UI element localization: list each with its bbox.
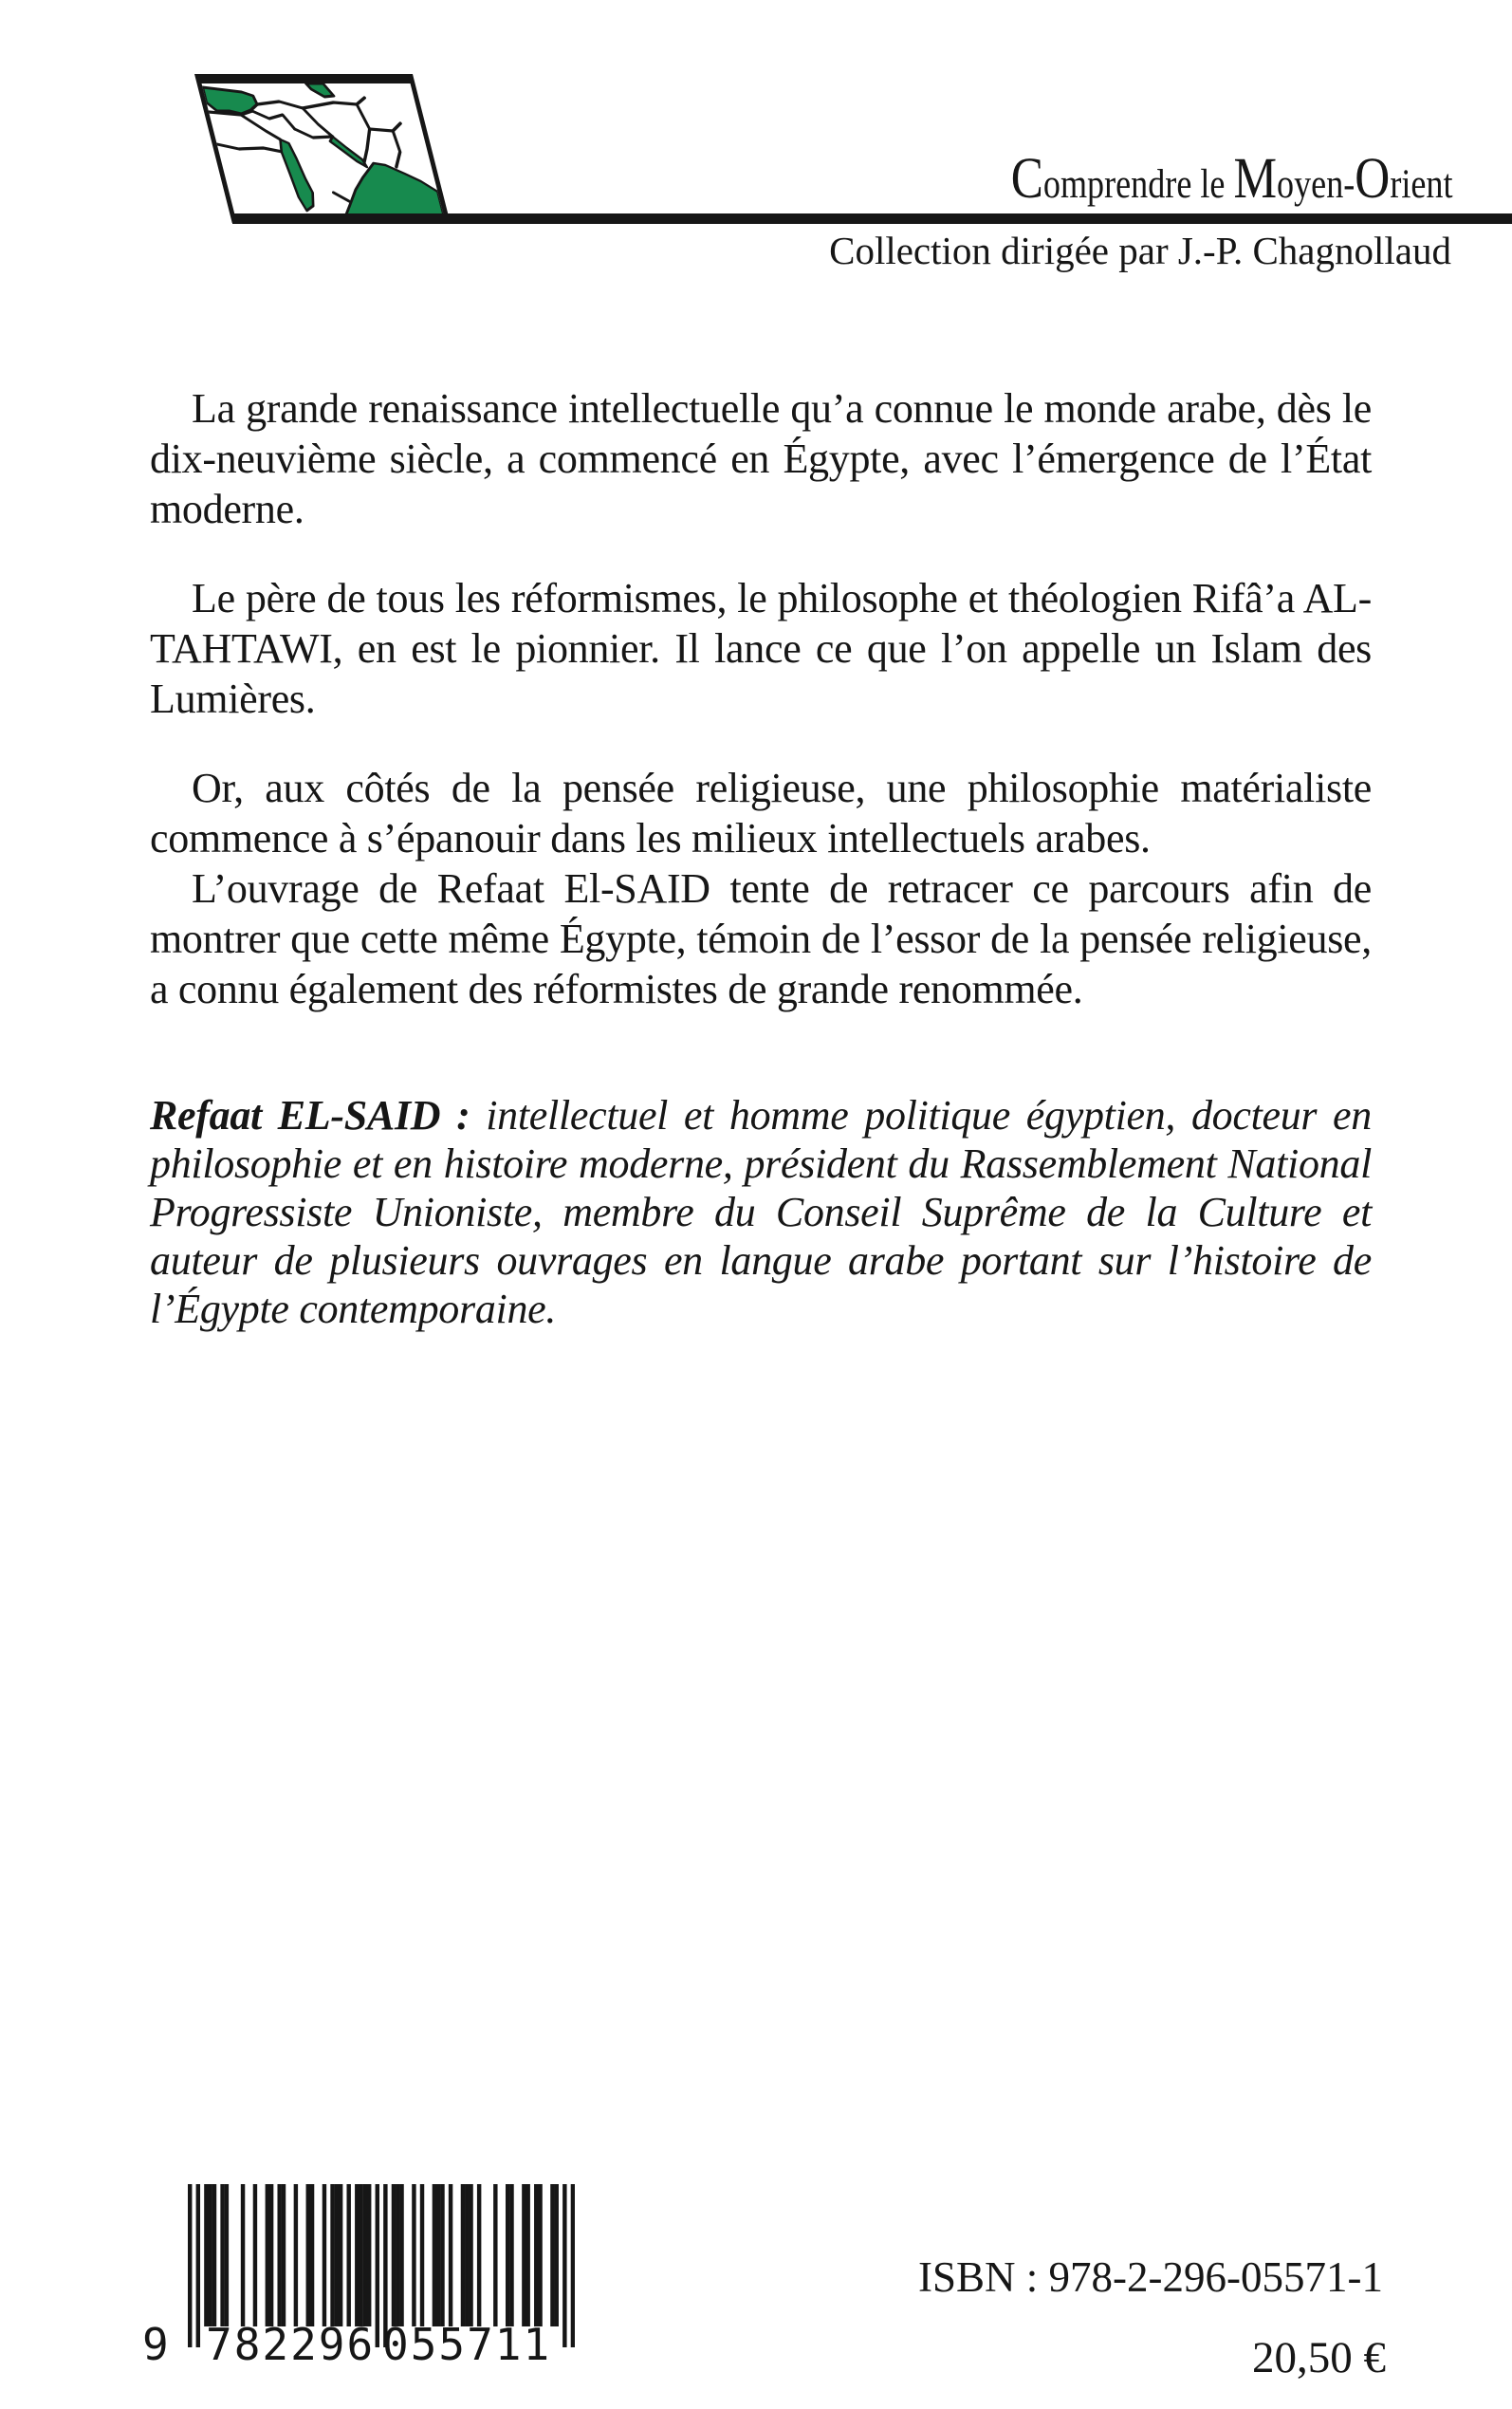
blurb-paragraph: Le père de tous les réformismes, le philosophe et théologien Rifâ’a AL-TAHTAWI, en est le pionnier. Il lance ce que l’on appelle un Islam des Lumières. (150, 575, 1372, 722)
collection-director: Collection dirigée par J.-P. Chagnollaud (829, 229, 1451, 272)
author-bio-text: intellectuel et homme politique égyptien, docteur en philosophie et en histoire moderne, président du Rassemblement National Progressiste Unioniste, membre du Conseil Suprême de la Culture et auteur de plusieurs ouvrages en langue arabe portant sur l’histoire de l’Égypte contemporaine. (150, 1092, 1372, 1332)
author-bio (150, 1091, 1372, 1333)
barcode-lead-digit: 9 (142, 2319, 171, 2370)
header-rule (232, 213, 1512, 224)
blurb (150, 383, 1372, 1014)
collection-title: Comprendre le Moyen-Orient (1011, 147, 1453, 211)
barcode (142, 2184, 588, 2383)
author-name: Refaat EL-SAID : (150, 1092, 470, 1139)
price-label: 20,50 € (1252, 2333, 1386, 2382)
barcode-digits-right: 055711 (382, 2319, 552, 2370)
blurb-paragraph: La grande renaissance intellectuelle qu’a connue le monde arabe, dès le dix-neuvième siècle, a commencé en Égypte, avec l’émergence de l’État moderne. (150, 385, 1372, 532)
barcode-digits-left: 782296 (206, 2319, 376, 2370)
blurb-paragraph: L’ouvrage de Refaat El-SAID tente de retracer ce parcours afin de montrer que cette même Égypte, témoin de l’essor de la pensée religieuse, a connu également des réformistes de grande renommée. (150, 865, 1372, 1012)
blurb-paragraph: Or, aux côtés de la pensée religieuse, une philosophie matérialiste commence à s’épanouir dans les milieux intellectuels arabes. (150, 765, 1372, 862)
collection-logo (194, 74, 451, 223)
isbn-label: ISBN : 978-2-296-05571-1 (918, 2253, 1383, 2301)
middle-east-map-icon (202, 83, 445, 218)
